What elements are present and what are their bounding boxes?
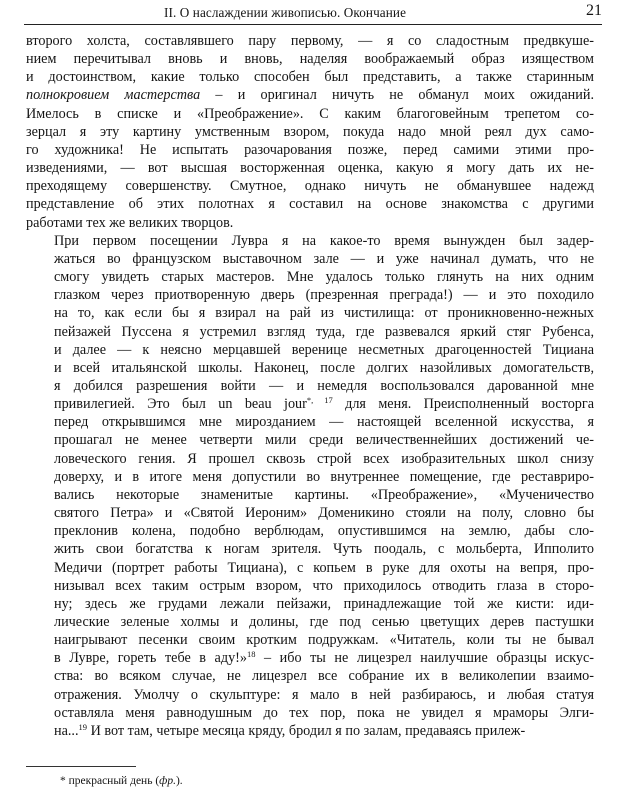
text-line: отражения. Умолчу о скульптуре: я мало в ней разбираюсь, и любая статуя xyxy=(54,686,594,703)
footnote-text-after: ). xyxy=(175,775,183,787)
running-header xyxy=(24,2,602,25)
text-line: го художника! Не испытать разочарования позже, перед самими этими про- xyxy=(26,141,594,158)
paragraph-2 xyxy=(26,232,594,740)
text-line: изведениями, — вот высшая восторженная оценка, какую я могу дать их не- xyxy=(26,160,594,177)
text-line: При первом посещении Лувра я на какое-то время вынужден был задер- xyxy=(54,232,594,249)
text-line: на то, как если бы я взирал на рай из чистилища: от проникновенно-нежных xyxy=(54,305,594,322)
text-line: смогу увидеть старых мастеров. Мне удалось только глянуть на них одним xyxy=(54,269,594,286)
chapter-title: II. О наслаждении живописью. Окончание xyxy=(164,5,407,20)
text-line: зерцал я эту картину умственным взором, покуда надо мной реял дух само- xyxy=(26,123,594,140)
italic-phrase: полнокровием мастерства xyxy=(26,87,201,104)
text-line: ловеческого гения. Я прошел сквозь строй всех изобразительных школ снизу xyxy=(54,450,594,467)
text-line: и достоинством, какие только способен был представить, а также старинным xyxy=(26,69,594,86)
text-segment: на... xyxy=(54,722,79,739)
text-line: доверху, и в итоге меня допустили во внутреннее помещение, где реставриро- xyxy=(54,468,594,485)
text-line: прошагал не менее четверти мили среди величественнейших достижений че- xyxy=(54,432,594,449)
text-line: Медичи (портрет работы Тициана), с копьем в руке для охоты на вепря, про- xyxy=(54,559,594,576)
text-line: вались некоторые знаменитые картины. «Преображение», «Мученичество xyxy=(54,486,594,503)
footnote-text-italic: фр. xyxy=(159,775,176,787)
text-line: работами тех же великих творцов. xyxy=(26,214,234,231)
body-text xyxy=(26,32,594,740)
text-line: глазком через приотворенную дверь (презренная преграда!) — и это походило xyxy=(54,287,594,304)
text-line: второго холста, составлявшего пару первому, — я со сладостным предвкуше- xyxy=(26,33,594,49)
text-line: низывал всех таким острым взором, что приходилось отводить глаза в сторо- xyxy=(54,577,594,594)
text-line xyxy=(26,395,594,413)
text-line: наигрывают песенки своим кротким подружкам. «Читатель, коли ты не бывал xyxy=(54,632,594,649)
footnote-text-before: прекрасный день ( xyxy=(68,775,160,787)
text-segment: в Лувре, гореть тебе в аду!» xyxy=(54,650,247,667)
text-line xyxy=(26,86,594,104)
footnote xyxy=(60,775,183,787)
text-segment: привилегией. Это был un beau jour xyxy=(54,396,307,413)
text-segment: И вот там, четыре месяца кряду, бродил я по залам, предаваясь прилеж- xyxy=(87,722,526,739)
footnote-marker: * xyxy=(60,775,66,787)
text-line xyxy=(26,722,594,740)
text-line: лические зеленые холмы и долины, где под сенью цветущих дерев пастушки xyxy=(54,614,594,630)
paragraph-1 xyxy=(26,32,594,232)
text-line: преходящему совершенству. Смутное, однако ничуть не обманувшее надежд xyxy=(26,178,594,195)
text-segment: – и оригинал ничуть не обманул моих ожиданий. xyxy=(200,87,594,104)
text-line: святого Петра» и «Святой Иероним» Доменикино стояли на полу, словно бы xyxy=(54,505,594,522)
page-number: 21 xyxy=(586,2,602,19)
text-segment: для меня. Преисполненный восторга xyxy=(332,396,595,413)
text-line: жаться во французском выставочном зале — и уже начинал думать, что не xyxy=(54,250,594,267)
text-line: ства: во всяком случае, не лицезрел все собрание их в великолепии взаимо- xyxy=(54,668,594,685)
text-line: пейзажей Пуссена я устремил взгляд туда, где развевался яркий стяг Рубенса, xyxy=(54,323,594,340)
note-reference: *, 17 xyxy=(306,395,333,406)
text-line: и всей итальянской школы. Наконец, после долгих назойливых домогательств, xyxy=(54,359,594,376)
text-segment: – ибо ты не лицезрел наилучшие образцы искус- xyxy=(255,650,594,667)
text-line: Имелось в списке и «Преображение». С каким благоговейным трепетом со- xyxy=(26,105,594,122)
text-line: ну; здесь же грудами лежали пейзажи, принадлежащие той же кисти: иди- xyxy=(54,595,594,612)
text-line: и далее — к неясно мерцавшей веренице несметных драгоценностей Тициана xyxy=(54,341,594,358)
text-line: оставляла меня равнодушным до тех пор, пока не увидел я мраморы Элги- xyxy=(54,704,594,721)
text-line: жить свои богатства к ногам зрителя. Чуть поодаль, с мольберта, Ипполито xyxy=(54,541,594,558)
text-line: перед открывшимся мне мирозданием — настоящей вселенной искусства, я xyxy=(54,414,594,431)
text-line: преклонив колена, подобно верблюдам, опустившимся на землю, дабы сло- xyxy=(54,523,594,540)
note-reference: 19 xyxy=(78,721,88,732)
text-line: представление об этих полотнах я составил на основе знакомства с другими xyxy=(26,196,594,213)
text-line xyxy=(26,649,594,667)
text-line: нием перечитывал вновь и вновь, наделяя воображаемый образ изяществом xyxy=(26,51,594,68)
footnote-divider xyxy=(26,766,136,767)
text-line: я добился разрешения войти — и немедля воспользовался дарованной мне xyxy=(54,377,594,394)
note-reference: 18 xyxy=(246,649,256,660)
